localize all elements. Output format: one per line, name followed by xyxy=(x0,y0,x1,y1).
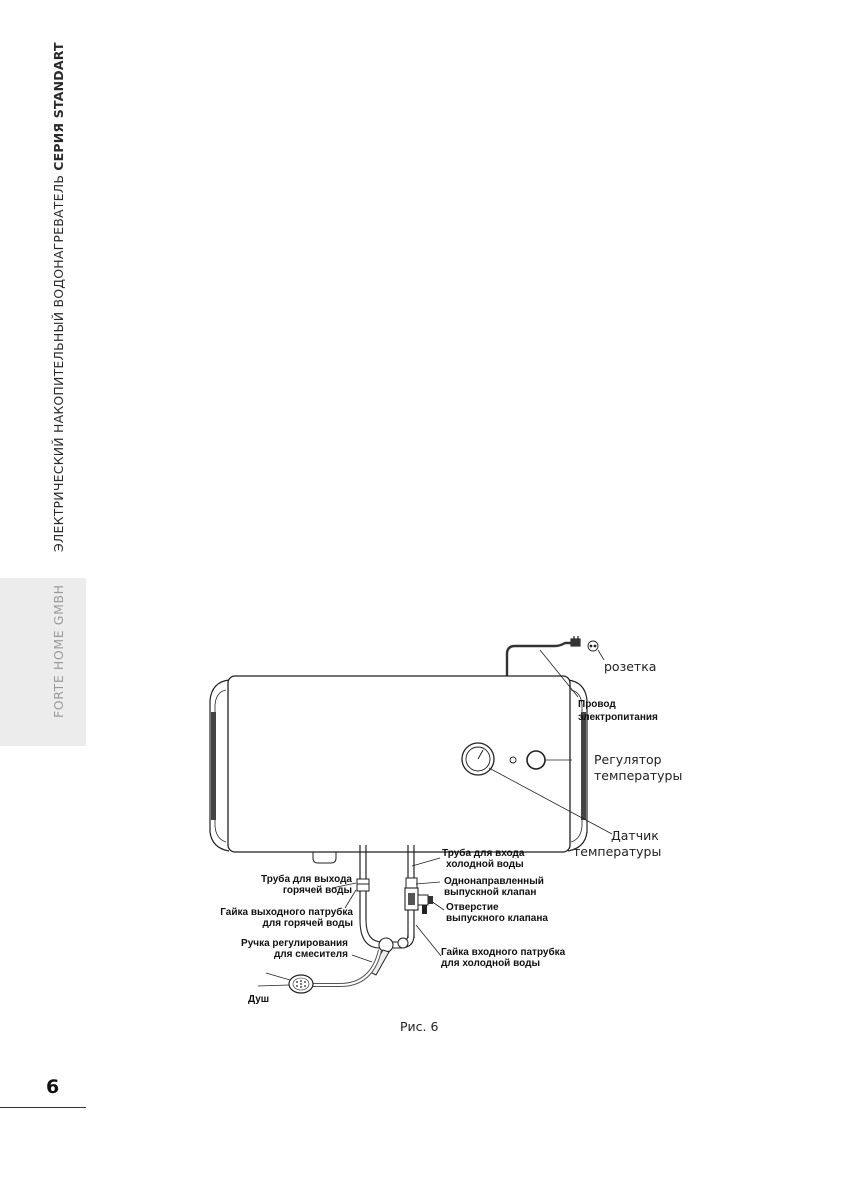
mixer-valve xyxy=(379,938,393,952)
label-cold-inlet-line2: холодной воды xyxy=(446,859,524,870)
label-hot-nut-line2: для горячей воды xyxy=(262,918,353,929)
figure-caption: Рис. 6 xyxy=(400,1019,439,1034)
series-title-prefix: ЭЛЕКТРИЧЕСКИЙ НАКОПИТЕЛЬНЫЙ ВОДОНАГРЕВАТЕЛЬ xyxy=(51,174,66,552)
label-regulator-line2: температуры xyxy=(594,768,683,783)
company-name: FORTE HOME GMBH xyxy=(51,584,66,718)
series-title-bold: СЕРИЯ STANDART xyxy=(51,42,66,171)
tank-body xyxy=(228,676,570,852)
label-mixer-handle-line2: для смесителя xyxy=(273,949,348,960)
label-shower: Душ xyxy=(248,994,270,1005)
label-socket: розетка xyxy=(604,659,657,674)
label-cold-nut-line1: Гайка входного патрубка xyxy=(441,947,566,958)
power-cord xyxy=(507,643,578,676)
label-sensor-line2: температуры xyxy=(573,844,662,859)
label-valve-hole-line2: выпускного клапана xyxy=(446,913,548,924)
label-cold-nut-line2: для холодной воды xyxy=(441,958,540,969)
page-number-rule xyxy=(0,1107,86,1108)
label-mixer-handle-line1: Ручка регулирования xyxy=(241,938,348,949)
label-hot-outlet-line1: Труба для выхода xyxy=(261,874,352,885)
label-regulator-line1: Регулятор xyxy=(594,752,662,767)
cold-inlet-nut xyxy=(406,878,417,888)
label-check-valve-line1: Однонаправленный xyxy=(444,876,544,887)
label-sensor-line1: Датчик xyxy=(611,828,659,843)
label-power-cord-line1: Провод xyxy=(578,699,616,710)
page-number: 6 xyxy=(46,1076,60,1098)
label-valve-hole-line1: Отверстие xyxy=(446,902,499,913)
label-cold-inlet-line1: Труба для входа xyxy=(442,848,525,859)
label-power-cord-line2: электропитания xyxy=(578,712,658,723)
plug-icon xyxy=(571,636,580,646)
label-check-valve-line2: выпускной клапан xyxy=(444,887,537,898)
shower-head xyxy=(289,975,313,993)
bottom-bracket xyxy=(313,852,336,863)
socket-icon xyxy=(588,641,598,651)
label-hot-outlet-line2: горячей воды xyxy=(282,885,352,896)
label-hot-nut-line1: Гайка выходного патрубка xyxy=(220,907,353,918)
check-valve xyxy=(405,888,433,914)
